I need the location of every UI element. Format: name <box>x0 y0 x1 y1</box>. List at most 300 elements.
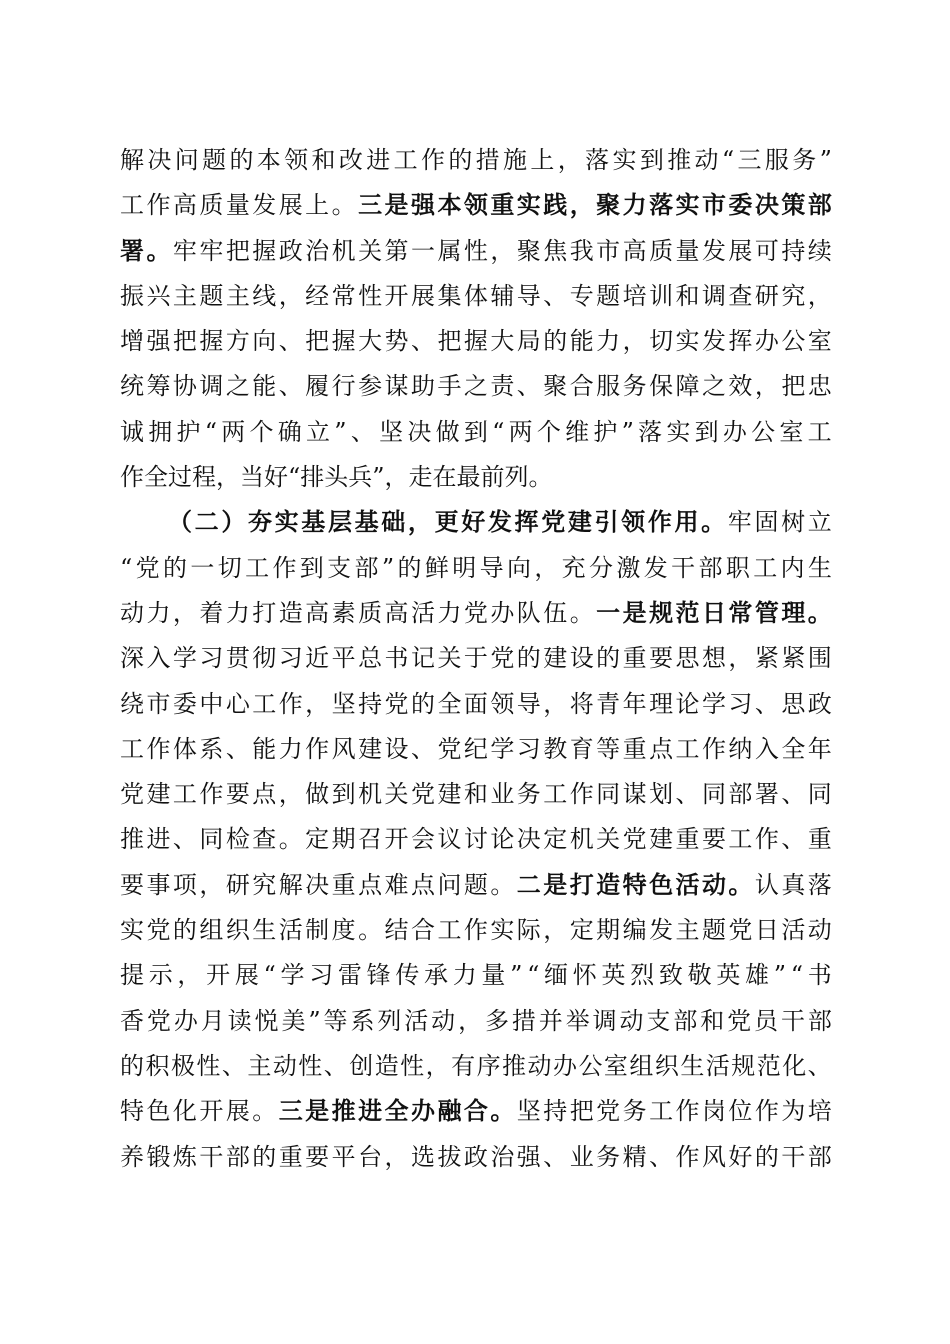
text-char: 彻 <box>252 644 277 673</box>
text-char: 的 <box>252 1142 277 1171</box>
text-char: 机 <box>331 236 356 265</box>
text-char: 切 <box>649 327 674 356</box>
text-char: 等 <box>596 734 621 763</box>
text-char: 三 <box>737 146 762 174</box>
text-char: 发 <box>252 191 277 220</box>
text-char: 重 <box>622 734 647 763</box>
text-char: 行 <box>331 372 356 401</box>
text-char: 办 <box>722 417 747 446</box>
text-char: 决 <box>407 417 432 446</box>
text-char: 干 <box>781 1142 806 1171</box>
text-char: 点 <box>649 734 674 763</box>
text-char: “ <box>120 553 133 582</box>
text-char: 导 <box>479 553 504 582</box>
text-char: 拥 <box>148 417 173 446</box>
text-char: 中 <box>199 689 224 718</box>
text-char: 牢 <box>199 236 224 265</box>
text-char: 筹 <box>146 372 171 401</box>
bold-char: 。 <box>490 1097 515 1126</box>
text-char: 性 <box>196 1051 221 1080</box>
text-char: 属 <box>437 236 462 265</box>
text-char: 年 <box>807 734 832 763</box>
text-char: 示 <box>148 961 173 990</box>
text-char: 会 <box>410 825 435 854</box>
text-char: 做 <box>435 417 460 446</box>
text-char: 把 <box>437 327 462 356</box>
text-char: 作 <box>146 734 171 763</box>
bold-char: ， <box>407 508 432 537</box>
text-char: 风 <box>701 1142 726 1171</box>
text-char: 缅 <box>544 961 569 990</box>
text-char: 干 <box>780 1006 805 1035</box>
text-char: 着 <box>199 598 224 627</box>
text-char: 方 <box>225 327 250 356</box>
text-char: 设 <box>569 644 594 673</box>
text-char: 美 <box>281 1006 306 1035</box>
text-char: 入 <box>146 644 171 673</box>
text-char: 培 <box>622 281 647 310</box>
text-char: 于 <box>463 644 488 673</box>
text-char: 要 <box>649 644 674 673</box>
text-char: 开 <box>206 961 231 990</box>
bold-char: 市 <box>701 191 726 220</box>
bold-char: 部 <box>807 191 832 220</box>
text-char: 、 <box>225 734 250 763</box>
text-char: 问 <box>174 146 199 174</box>
text-char: 立 <box>807 508 832 537</box>
text-char: 展 <box>728 236 753 265</box>
text-char: 工 <box>120 191 144 220</box>
text-char: 党 <box>463 598 488 627</box>
text-char: 展 <box>410 281 435 310</box>
text-char: 难 <box>384 870 409 899</box>
text-char: 系 <box>199 734 224 763</box>
text-char: 传 <box>395 961 420 990</box>
text-char: 造 <box>374 1051 399 1080</box>
text-char: 研 <box>754 281 779 310</box>
text-char: “ <box>721 146 735 174</box>
text-char: 动 <box>619 1006 644 1035</box>
text-char: 英 <box>601 961 626 990</box>
text-char: 深 <box>120 644 144 673</box>
text-char: 到 <box>331 780 356 809</box>
text-char: 力 <box>225 598 250 627</box>
text-char: 支 <box>327 553 352 582</box>
text-char: 研 <box>225 870 250 899</box>
text-char: 办 <box>754 327 779 356</box>
text-char: 工 <box>393 146 418 174</box>
text-char: 作 <box>675 1097 700 1126</box>
text-char: ， <box>728 644 753 673</box>
text-line <box>120 183 832 228</box>
text-char: 习 <box>309 961 334 990</box>
bold-char: 动 <box>701 870 726 899</box>
text-char: 公 <box>781 327 806 356</box>
text-char: 习 <box>728 689 753 718</box>
text-line <box>120 1135 832 1180</box>
text-char: ， <box>557 146 582 174</box>
text-char: 切 <box>217 553 242 582</box>
bold-char: 色 <box>649 870 674 899</box>
text-char: 、 <box>754 689 779 718</box>
bold-char: 领 <box>621 508 646 537</box>
text-char: 党 <box>135 553 160 582</box>
text-char: 建 <box>358 734 383 763</box>
text-char: 干 <box>671 553 696 582</box>
text-char: 围 <box>807 644 832 673</box>
text-char: 作 <box>420 146 445 174</box>
bold-char: 造 <box>596 870 621 899</box>
text-char: 点 <box>358 870 383 899</box>
text-char: 办 <box>173 1006 198 1035</box>
text-char: ” <box>334 417 347 446</box>
text-char: 点 <box>410 870 435 899</box>
text-char: 坚 <box>516 1097 541 1126</box>
text-char: 持 <box>358 689 383 718</box>
text-char: 的 <box>516 644 541 673</box>
text-char: 务 <box>516 780 541 809</box>
text-char: 问 <box>437 870 462 899</box>
text-char: 题 <box>199 281 224 310</box>
text-char: 生 <box>252 916 277 945</box>
text-char: 办 <box>490 598 515 627</box>
bold-char: 策 <box>781 191 806 220</box>
text-char: 敬 <box>687 961 712 990</box>
text-char: 推 <box>120 825 144 854</box>
text-char: ， <box>305 689 330 718</box>
text-char: ， <box>278 281 303 310</box>
text-char: 活 <box>410 598 435 627</box>
bold-char: 三 <box>278 1097 303 1126</box>
bold-char: 规 <box>649 598 674 627</box>
bold-char: 融 <box>437 1097 462 1126</box>
text-char: 、 <box>781 780 806 809</box>
text-char: 大 <box>358 327 383 356</box>
text-char: 服 <box>596 372 621 401</box>
text-char: 。 <box>331 191 356 220</box>
text-char: 合 <box>410 916 435 945</box>
text-char: 。 <box>278 825 303 854</box>
text-char: 发 <box>643 553 668 582</box>
text-char: 定 <box>305 825 330 854</box>
text-char: 实 <box>666 417 691 446</box>
text-char: 年 <box>622 689 647 718</box>
text-char: 好 <box>728 1142 753 1171</box>
text-char: 决 <box>147 146 172 174</box>
text-char: 落 <box>638 417 663 446</box>
text-line <box>120 682 832 727</box>
text-char: 积 <box>145 1051 170 1080</box>
text-line <box>120 863 832 908</box>
text-char: 之 <box>701 372 726 401</box>
text-char: 等 <box>323 1006 348 1035</box>
text-char: 量 <box>481 961 506 990</box>
text-char: 、 <box>350 417 375 446</box>
text-char: 工 <box>753 553 778 582</box>
text-char: 学 <box>280 961 305 990</box>
text-char: ， <box>534 553 559 582</box>
text-char: 党 <box>384 689 409 718</box>
text-char: 工 <box>807 417 832 446</box>
text-char: 建 <box>543 644 568 673</box>
text-char: 维 <box>565 417 590 446</box>
text-char: 干 <box>199 1142 224 1171</box>
text-char: ， <box>384 1142 409 1171</box>
text-char: 项 <box>172 870 197 899</box>
text-char: 高 <box>622 236 647 265</box>
text-line <box>120 772 832 817</box>
text-char: 读 <box>227 1006 252 1035</box>
text-char: 全 <box>437 689 462 718</box>
text-char: 经 <box>305 281 330 310</box>
text-char: 动 <box>694 146 719 174</box>
text-char: ， <box>622 327 647 356</box>
text-char: 部 <box>225 1142 250 1171</box>
bold-char: 决 <box>754 191 779 220</box>
bold-char: 管 <box>754 598 779 627</box>
text-line <box>120 1044 832 1089</box>
text-char: 展 <box>278 191 303 220</box>
text-line <box>120 364 832 409</box>
text-char: 部 <box>807 1006 832 1035</box>
text-char: 党 <box>727 1006 752 1035</box>
text-char: 一 <box>410 236 435 265</box>
text-char: 增 <box>120 327 144 356</box>
text-char: 激 <box>616 553 641 582</box>
text-char: 质 <box>358 598 383 627</box>
bold-char: 。 <box>728 870 753 899</box>
text-char: 论 <box>675 689 700 718</box>
text-char: 习 <box>199 644 224 673</box>
text-char: 同 <box>199 825 224 854</box>
text-char: 并 <box>538 1006 563 1035</box>
text-char: ” <box>819 146 832 174</box>
text-char: 握 <box>463 327 488 356</box>
bold-char: 署 <box>120 236 144 265</box>
text-char: ” <box>381 553 395 582</box>
text-char: 提 <box>120 961 144 990</box>
text-char: 两 <box>508 417 533 446</box>
text-char: 建 <box>649 825 674 854</box>
text-char: 参 <box>358 372 383 401</box>
text-char: 开 <box>384 281 409 310</box>
text-char: 事 <box>146 870 171 899</box>
bold-char: 办 <box>410 1097 435 1126</box>
text-char: 和 <box>675 281 700 310</box>
text-char: 发 <box>701 327 726 356</box>
text-char: 工 <box>728 825 753 854</box>
text-char: 高 <box>305 598 330 627</box>
text-char: 书 <box>384 644 409 673</box>
text-char: 的 <box>543 327 568 356</box>
text-char: “ <box>263 961 276 990</box>
text-char: 党 <box>120 780 144 809</box>
text-line <box>120 591 832 636</box>
text-char: 作 <box>463 916 488 945</box>
text-char: 育 <box>569 734 594 763</box>
text-char: 实 <box>612 146 637 174</box>
text-char: 振 <box>120 281 144 310</box>
text-char: 作 <box>272 553 297 582</box>
text-char: 要 <box>225 780 250 809</box>
text-char: 打 <box>252 598 277 627</box>
bold-char: （ <box>168 508 192 537</box>
text-char: 展 <box>225 1097 250 1126</box>
text-line <box>120 1089 832 1134</box>
text-char: 务 <box>596 1142 621 1171</box>
text-char: 炼 <box>172 1142 197 1171</box>
text-char: 力 <box>596 327 621 356</box>
text-char: 党 <box>728 916 753 945</box>
text-char: 调 <box>199 372 224 401</box>
bold-char: ， <box>569 191 594 220</box>
text-char: 精 <box>622 1142 647 1171</box>
text-char: 量 <box>675 236 700 265</box>
text-char: 建 <box>437 780 462 809</box>
text-char: 力 <box>146 598 171 627</box>
text-char: 学 <box>172 644 197 673</box>
text-char: 序 <box>476 1051 501 1080</box>
text-char: 向 <box>506 553 531 582</box>
text-char: 到 <box>639 146 664 174</box>
text-char: 能 <box>252 734 277 763</box>
text-char: 列 <box>377 1006 402 1035</box>
text-char: 领 <box>490 689 515 718</box>
text-char: 雷 <box>337 961 362 990</box>
text-char: 活 <box>705 1051 730 1080</box>
text-char: 室 <box>603 1051 628 1080</box>
text-char: 主 <box>172 281 197 310</box>
text-char: 治 <box>490 1142 515 1171</box>
text-char: 部 <box>673 1006 698 1035</box>
text-char: 有 <box>451 1051 476 1080</box>
text-char: 上 <box>530 146 555 174</box>
text-char: 题 <box>202 146 227 174</box>
text-char: 建 <box>146 780 171 809</box>
text-char: 造 <box>278 598 303 627</box>
text-char: 设 <box>384 734 409 763</box>
bold-char: 二 <box>516 870 541 899</box>
text-char: 之 <box>463 372 488 401</box>
text-char: 工 <box>120 734 144 763</box>
text-char: 职 <box>725 553 750 582</box>
text-char: 心 <box>225 689 250 718</box>
text-char: 党 <box>146 916 171 945</box>
text-char: 改 <box>338 146 363 174</box>
bold-char: 委 <box>728 191 753 220</box>
text-char: 治 <box>305 236 330 265</box>
bold-char: 二 <box>194 508 219 537</box>
text-char: 重 <box>331 870 356 899</box>
text-char: 把 <box>305 327 330 356</box>
text-char: 和 <box>700 1006 725 1035</box>
text-char: 握 <box>331 327 356 356</box>
text-char: 焦 <box>543 236 568 265</box>
text-char: 近 <box>305 644 330 673</box>
text-line <box>120 138 832 183</box>
text-char: 党 <box>146 1006 171 1035</box>
bold-char: 基 <box>301 508 326 537</box>
text-char: 集 <box>437 281 462 310</box>
text-char: 题 <box>701 916 726 945</box>
text-char: 究 <box>781 281 806 310</box>
text-char: 创 <box>349 1051 374 1080</box>
text-char: 工 <box>252 689 277 718</box>
text-char: 检 <box>225 825 250 854</box>
text-char: 培 <box>807 1097 832 1126</box>
text-char: 政 <box>278 236 303 265</box>
text-char: 性 <box>298 1051 323 1080</box>
text-char: 书 <box>807 961 832 990</box>
text-char: 学 <box>490 734 515 763</box>
text-char: 工 <box>172 780 197 809</box>
text-char: 解 <box>278 870 303 899</box>
bold-char: 是 <box>543 870 568 899</box>
text-char: 紧 <box>781 644 806 673</box>
text-char: 色 <box>146 1097 171 1126</box>
text-char: 。 <box>252 1097 277 1126</box>
bold-char: 践 <box>543 191 568 220</box>
text-char: 青 <box>596 689 621 718</box>
text-char: 生 <box>807 553 832 582</box>
text-char: 结 <box>384 916 409 945</box>
text-char: 、 <box>543 1142 568 1171</box>
bold-char: 建 <box>567 508 592 537</box>
text-char: 烈 <box>630 961 655 990</box>
text-char: 关 <box>384 780 409 809</box>
text-char: 党 <box>596 1097 621 1126</box>
text-char: 手 <box>437 372 462 401</box>
text-char: 坚 <box>379 417 404 446</box>
text-char: 政 <box>463 1142 488 1171</box>
text-char: 党 <box>622 825 647 854</box>
text-char: 市 <box>596 236 621 265</box>
text-char: 多 <box>484 1006 509 1035</box>
text-char: 查 <box>728 281 753 310</box>
text-char: 召 <box>358 825 383 854</box>
text-char: 质 <box>199 191 224 220</box>
text-char: ， <box>754 372 779 401</box>
text-char: 谋 <box>622 780 647 809</box>
text-char: ” <box>510 961 523 990</box>
text-char: ， <box>543 689 568 718</box>
text-char: 牢 <box>727 508 752 537</box>
text-char: 纳 <box>728 734 753 763</box>
bold-char: 党 <box>541 508 566 537</box>
text-char: 到 <box>463 417 488 446</box>
text-char: 重 <box>622 644 647 673</box>
text-char: 的 <box>596 644 621 673</box>
bold-char: 聚 <box>596 191 621 220</box>
text-char: 内 <box>780 553 805 582</box>
text-char: 辅 <box>490 281 515 310</box>
text-char: 思 <box>675 644 700 673</box>
text-char: 挥 <box>728 327 753 356</box>
bold-char: 更 <box>434 508 459 537</box>
text-char: ， <box>278 780 303 809</box>
bold-char: 活 <box>675 870 700 899</box>
text-char: 讨 <box>463 825 488 854</box>
text-char: 第 <box>384 236 409 265</box>
text-line <box>120 229 832 274</box>
bold-char: 础 <box>381 508 406 537</box>
text-char: 全 <box>781 734 806 763</box>
text-char: 题 <box>463 870 488 899</box>
bold-char: 好 <box>461 508 486 537</box>
text-char: 定 <box>569 916 594 945</box>
text-char: 工 <box>649 1097 674 1126</box>
text-char: ， <box>425 1051 450 1080</box>
